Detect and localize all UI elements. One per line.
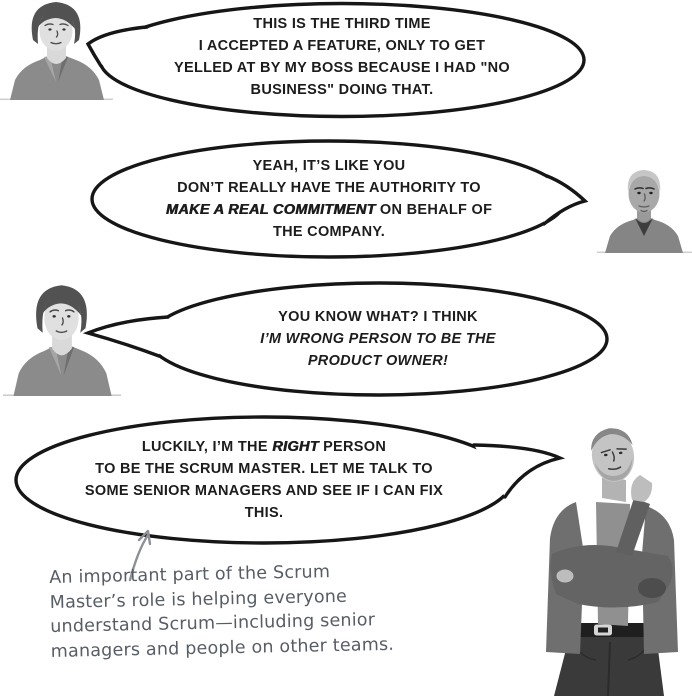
text-segment: YEAH, IT’S LIKE YOU [252, 158, 406, 174]
photo-scrum-master-man [518, 404, 692, 696]
man-headshot-illustration [597, 162, 692, 253]
text-segment: BUSINESS" DOING THAT. [250, 82, 434, 98]
speech-bubble-3 [78, 281, 612, 401]
man-standing-illustration [518, 404, 692, 696]
text-segment: Master’s role is helping everyone [49, 586, 348, 613]
bubble-2-text [109, 155, 549, 243]
text-segment: I’M WRONG PERSON TO BE THE [260, 331, 496, 347]
annotation-note [49, 558, 431, 664]
text-segment: YELLED AT BY MY BOSS BECAUSE I HAD "NO [174, 60, 510, 76]
text-line [177, 177, 481, 199]
text-segment: ON BEHALF OF [375, 202, 493, 218]
text-line [253, 13, 430, 35]
text-line [245, 502, 284, 524]
text-line [273, 221, 385, 243]
text-segment: MAKE A REAL COMMITMENT [165, 202, 376, 218]
speech-bubble-1 [80, 0, 592, 122]
text-segment: TO BE THE SCRUM MASTER. LET ME TALK TO [95, 461, 433, 477]
text-line [260, 328, 496, 350]
text-line [308, 350, 448, 372]
text-line [85, 480, 443, 502]
text-segment: PERSON [318, 439, 387, 455]
text-segment: I ACCEPTED A FEATURE, ONLY TO GET [198, 38, 486, 54]
text-segment: THE COMPANY. [272, 224, 386, 240]
text-segment: DON’T REALLY HAVE THE AUTHORITY TO [177, 180, 481, 196]
text-segment: YOU KNOW WHAT? I THINK [278, 309, 478, 325]
text-segment: RIGHT [272, 439, 319, 455]
bubble-1-text [127, 13, 557, 101]
text-segment: PRODUCT OWNER! [307, 353, 449, 369]
speech-bubble-4 [0, 412, 580, 552]
text-segment: LUCKILY, I’M THE [141, 439, 273, 455]
bubble-4-text [34, 434, 494, 526]
text-line [142, 436, 386, 458]
text-line [174, 57, 510, 79]
text-line [166, 199, 493, 221]
text-segment: understand Scrum—including senior [50, 610, 376, 637]
text-line [251, 79, 434, 101]
text-segment: managers and people on other teams. [50, 634, 395, 662]
text-segment: THIS. [244, 505, 284, 521]
speech-bubble-2 [85, 138, 595, 262]
text-segment: An important part of the Scrum [49, 562, 331, 588]
photo-skeptical-man [597, 162, 692, 253]
text-segment: THIS IS THE THIRD TIME [253, 16, 431, 32]
text-line [278, 306, 478, 328]
bubble-3-text [163, 306, 593, 372]
text-line [253, 155, 406, 177]
text-line [95, 458, 433, 480]
text-line [199, 35, 486, 57]
text-segment: SOME SENIOR MANAGERS AND SEE IF I CAN FIX [84, 483, 444, 499]
